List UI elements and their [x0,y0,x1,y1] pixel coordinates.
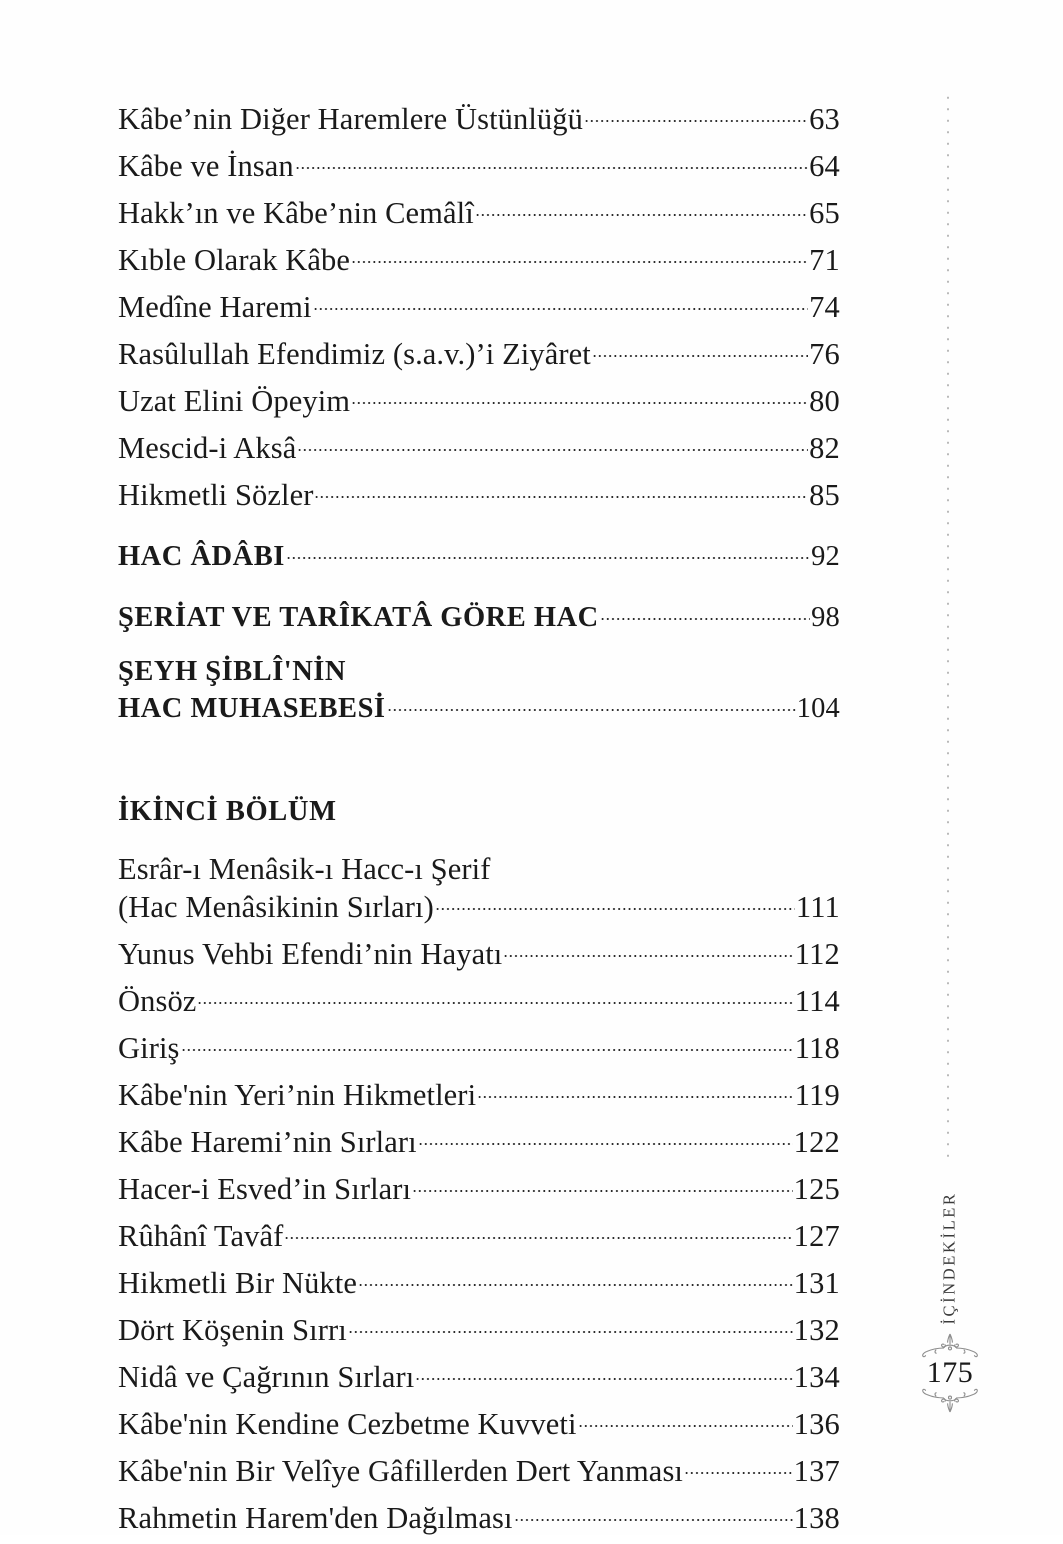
fleuron-ornament-top [914,1332,986,1358]
dot-leader [684,1450,793,1481]
toc-entry-title: Giriş [118,1030,180,1065]
toc-entry-title: Kâbe'nin Kendine Cezbetme Kuvveti [118,1406,577,1441]
dot-leader [578,1403,793,1434]
toc-chapter-page: 92 [811,540,840,572]
toc-chapter-title: HAC MUHASEBESİ [118,693,386,724]
dot-leader [197,980,793,1011]
toc-entry-page: 137 [793,1453,840,1488]
toc-entry-title: Kâbe'nin Bir Velîye Gâfillerden Dert Yanması [118,1453,683,1488]
toc-entry-page: 136 [793,1406,840,1441]
section-heading: İKİNCİ BÖLÜM [118,795,337,827]
toc-entry [118,380,840,416]
toc-entry-title: Esrâr-ı Menâsik-ı Hacc-ı Şerif [118,851,491,886]
toc-entry-title: Uzat Elini Öpeyim [118,383,351,418]
toc-entry-page: 64 [809,148,840,183]
toc-entry-title: Yunus Vehbi Efendi’nin Hayatı [118,936,503,971]
running-head-label: İÇİNDEKİLER [940,1191,959,1325]
toc-entry [118,1497,840,1533]
dot-leader [514,1497,793,1528]
toc-chapter-entry-line-two [118,689,840,724]
dot-leader [415,1356,792,1387]
toc-entry [118,1262,840,1298]
toc-entry-page: 85 [809,477,840,512]
dot-leader [418,1121,793,1152]
dot-leader [435,886,795,917]
toc-entry [118,1356,840,1392]
toc-entry-title: Hikmetli Sözler [118,477,314,512]
toc-entry-line-two [118,886,840,922]
toc-entry-page: 127 [793,1218,840,1253]
toc-entry [118,98,840,134]
toc-entry-page: 119 [794,1077,840,1112]
toc-entry-title: (Hac Menâsikinin Sırları) [118,889,434,924]
toc-entry-page: 112 [794,936,840,971]
dot-leader [351,380,808,411]
toc-entry-title: Hakk’ın ve Kâbe’nin Cemâlî [118,195,474,230]
toc-entry-title: Kıble Olarak Kâbe [118,242,351,277]
toc-entry [118,1309,840,1345]
dot-leader [284,1215,792,1246]
toc-group-one [118,98,840,510]
toc-entry [118,933,840,969]
dot-leader [475,192,808,223]
dot-leader [286,536,810,565]
toc-entry [118,192,840,228]
toc-entry-title: Kâbe ve İnsan [118,148,294,183]
toc-entry-page: 138 [793,1500,840,1535]
toc-entry-line-one [118,851,840,886]
dot-leader [412,1168,793,1199]
fleuron-ornament-bottom [914,1388,986,1414]
toc-chapter-title: ŞEYH ŞİBLÎ'NİN [118,656,346,687]
toc-entry-page: 134 [793,1359,840,1394]
table-of-contents [118,98,840,1544]
toc-entry [118,1168,840,1204]
toc-entry-page: 80 [809,383,840,418]
toc-entry [118,1403,840,1439]
dot-leader [297,427,808,458]
dot-leader [387,689,796,718]
toc-entry-page: 125 [793,1171,840,1206]
dot-leader [503,933,793,964]
toc-entry [118,333,840,369]
folio-block [900,1332,1000,1414]
toc-entry-title: Medîne Haremi [118,289,312,324]
dot-leader [351,239,808,270]
dot-leader [348,1309,793,1340]
toc-entry-title: Rûhânî Tavâf [118,1218,284,1253]
toc-entry [118,980,840,1016]
toc-entry-page: 82 [809,430,840,465]
margin-dotted-rule [946,92,952,1164]
dot-leader [584,98,808,129]
dot-leader [313,286,809,317]
toc-entry [118,474,840,510]
toc-entry-title: Önsöz [118,983,197,1018]
toc-entry [118,427,840,463]
dot-leader [600,597,810,626]
toc-entry [118,286,840,322]
folio-number: 175 [926,1356,974,1389]
toc-entry-title: Kâbe Haremi’nin Sırları [118,1124,417,1159]
toc-chapter-entry [118,536,840,571]
toc-entry-title: Dört Köşenin Sırrı [118,1312,347,1347]
toc-entry [118,1450,840,1486]
dot-leader [295,145,808,176]
toc-entry-page: 122 [793,1124,840,1159]
toc-chapter-title: HAC ÂDÂBI [118,540,285,572]
toc-entry-title: Kâbe’nin Diğer Haremlere Üstünlüğü [118,101,583,136]
toc-chapter-entry [118,597,840,632]
toc-entry-page: 132 [793,1312,840,1347]
toc-entry-title: Nidâ ve Çağrının Sırları [118,1359,415,1394]
toc-entry [118,145,840,181]
toc-entry-title: Kâbe'nin Yeri’nin Hikmetleri [118,1077,477,1112]
toc-entry [118,1027,840,1063]
toc-group-two [118,933,840,1533]
toc-entry-title: Hikmetli Bir Nükte [118,1265,357,1300]
toc-entry-page: 74 [809,289,840,324]
toc-entry [118,1121,840,1157]
toc-entry-page: 114 [794,983,840,1018]
toc-entry [118,1074,840,1110]
toc-entry-title: Mescid-i Aksâ [118,430,297,465]
toc-entry [118,1215,840,1251]
toc-entry-page: 71 [809,242,840,277]
toc-entry [118,239,840,275]
toc-entry-title: Rahmetin Harem'den Dağılması [118,1500,513,1535]
toc-chapter-title: ŞERİAT VE TARÎKATÂ GÖRE HAC [118,601,599,633]
dot-leader [477,1074,794,1105]
toc-entry-page: 76 [809,336,840,371]
toc-chapter-entry-line-one [118,658,840,687]
dot-leader [314,474,808,505]
toc-entry-title: Hacer-i Esved’in Sırları [118,1171,412,1206]
toc-entry-page: 65 [809,195,840,230]
toc-entry-page: 131 [793,1265,840,1300]
toc-chapter-page: 98 [811,601,840,633]
toc-chapter-page: 104 [796,693,840,724]
dot-leader [181,1027,794,1058]
toc-entry-page: 111 [795,889,840,924]
toc-entry-page: 118 [794,1030,840,1065]
toc-entry-page: 63 [809,101,840,136]
dot-leader [358,1262,793,1293]
dot-leader [592,333,808,364]
toc-entry-title: Rasûlullah Efendimiz (s.a.v.)’i Ziyâret [118,336,591,371]
running-head-icindekiler [915,1178,985,1338]
